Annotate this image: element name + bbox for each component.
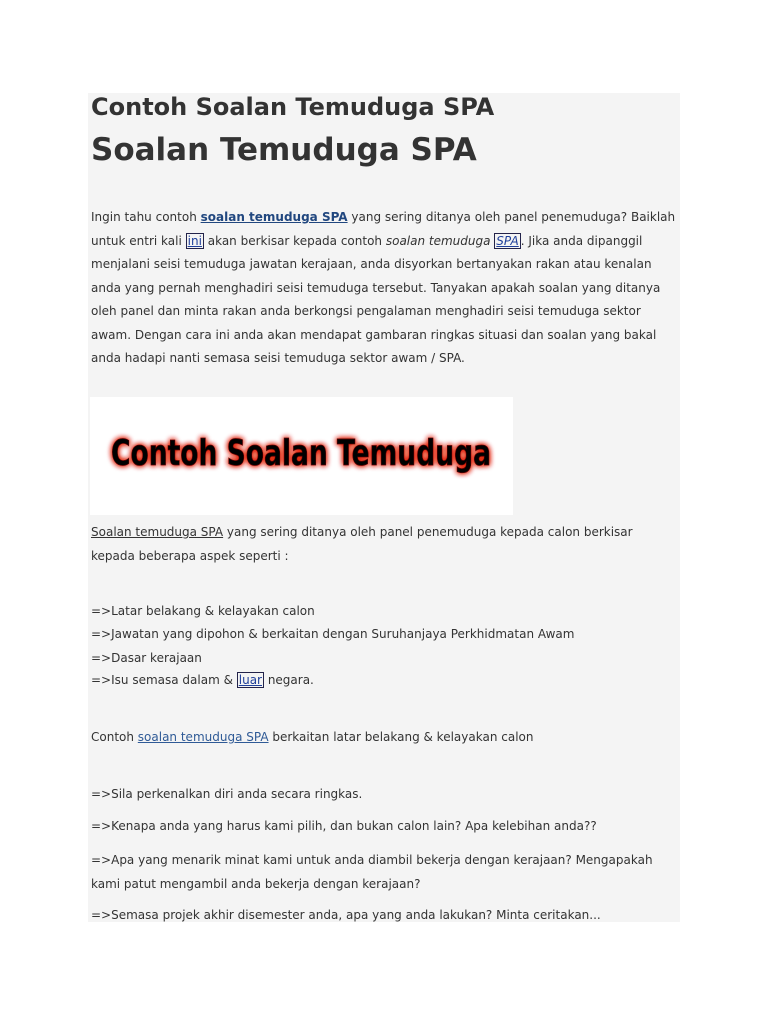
- aspect-item: =>Latar belakang & kelayakan calon: [91, 604, 315, 618]
- intro-text-2: yang sering ditanya oleh panel penemuduga? Baiklah untuk entri kali: [91, 210, 676, 248]
- intro-text-3: akan berkisar kepada contoh: [203, 233, 386, 248]
- aspects-intro: [91, 521, 676, 568]
- question-item: =>Kenapa anda yang harus kami pilih, dan bukan calon lain? Apa kelebihan anda??: [91, 819, 597, 833]
- aspects-intro-text: yang sering ditanya oleh panel penemuduga kepada calon berkisar kepada beberapa aspek seperti :: [91, 525, 633, 563]
- aspects-intro-link[interactable]: Soalan temuduga SPA: [91, 525, 224, 539]
- ini-link[interactable]: ini: [187, 233, 202, 248]
- banner-text: Contoh Soalan Temuduga: [111, 433, 491, 474]
- section-text: Contoh: [91, 730, 138, 744]
- question-item: =>Semasa projek akhir disemester anda, apa yang anda lakukan? Minta ceritakan...: [91, 908, 601, 922]
- section-spa-link[interactable]: soalan temuduga SPA: [137, 730, 269, 744]
- intro-text-1: Ingin tahu contoh: [91, 210, 201, 224]
- section-text: berkaitan latar belakang & kelayakan calon: [268, 730, 534, 744]
- aspect-item: [91, 673, 314, 687]
- aspect-item: =>Jawatan yang dipohon & berkaitan dengan Suruhanjaya Perkhidmatan Awam: [91, 627, 575, 641]
- soalan-temuduga-spa-link[interactable]: soalan temuduga SPA: [200, 210, 348, 224]
- intro-text-4: . Jika anda dipanggil menjalani seisi temuduga jawatan kerajaan, anda disyorkan bertanyakan rakan atau kenalan anda yang pernah menghadiri seisi temuduga tersebut. Tanyakan apakah soalan yang ditanya oleh panel dan minta rakan anda berkongsi pengalaman menghadiri seisi temuduga sektor awam. Dengan cara ini anda akan mendapat gambaran ringkas situasi dan soalan yang bakal anda hadapi nanti semasa seisi temuduga sektor awam / SPA.: [91, 233, 661, 365]
- question-item: =>Apa yang menarik minat kami untuk anda diambil bekerja dengan kerajaan? Mengapakah kami patut mengambil anda bekerja dengan kerajaan?: [91, 853, 653, 891]
- article-heading: Soalan Temuduga SPA: [91, 132, 477, 168]
- aspect-text: negara.: [264, 673, 314, 687]
- section-intro: [91, 730, 533, 744]
- aspect-text: =>Isu semasa dalam &: [91, 673, 237, 687]
- banner-image: [90, 397, 513, 515]
- spa-link[interactable]: SPA: [496, 233, 519, 248]
- page-title: Contoh Soalan Temuduga SPA: [91, 93, 495, 121]
- intro-paragraph: [91, 206, 676, 371]
- aspect-item: =>Dasar kerajaan: [91, 651, 202, 665]
- intro-italic: soalan temuduga: [385, 233, 495, 248]
- luar-link[interactable]: luar: [238, 673, 262, 687]
- question-item: =>Sila perkenalkan diri anda secara ringkas.: [91, 787, 363, 801]
